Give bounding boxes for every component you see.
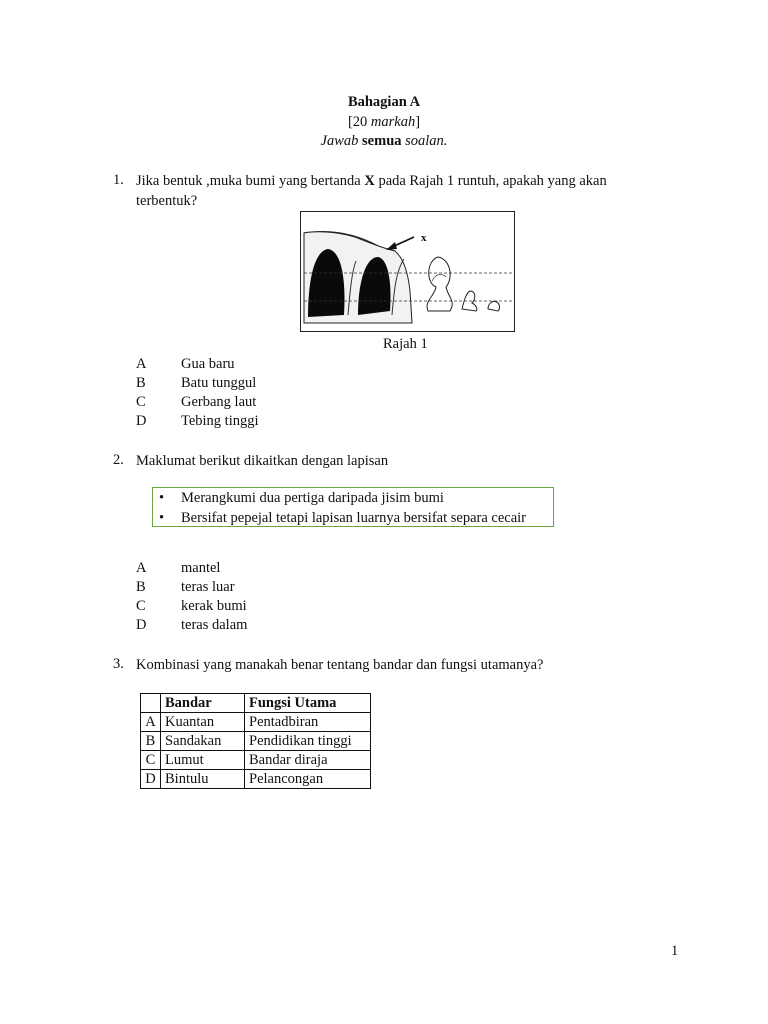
q2-option-text: teras luar — [181, 579, 235, 595]
marks-suffix: ] — [415, 114, 421, 130]
table-cell: Lumut — [161, 751, 245, 770]
section-title — [0, 94, 768, 111]
table-header-cell — [141, 694, 161, 713]
q2-option-letter: A — [136, 560, 147, 576]
q1-option-text: Gua baru — [181, 356, 235, 372]
instruction-part-3: soalan. — [405, 133, 448, 149]
table-cell: Pentadbiran — [245, 713, 371, 732]
table-cell: Kuantan — [161, 713, 245, 732]
q1-option-letter: C — [136, 394, 146, 410]
bullet-icon: • — [159, 510, 165, 526]
q1-option-text: Batu tunggul — [181, 375, 257, 391]
instruction-part-1: Jawab — [320, 133, 359, 149]
q1-number: 1. — [113, 172, 124, 188]
marks-word: markah — [370, 114, 416, 130]
q1-option-text: Gerbang laut — [181, 394, 257, 410]
table-header-row — [141, 694, 371, 713]
q1-option-text: Tebing tinggi — [181, 413, 259, 429]
table-cell: Sandakan — [161, 732, 245, 751]
figure-caption: Rajah 1 — [383, 336, 428, 352]
q2-option-text: mantel — [181, 560, 221, 576]
instruction-part-2: semua — [362, 133, 402, 149]
q1-option-letter: D — [136, 413, 147, 429]
bullet-icon: • — [159, 490, 165, 506]
q3-text: Kombinasi yang manakah benar tentang bandar dan fungsi utamanya? — [136, 657, 544, 673]
instruction-line — [0, 133, 768, 150]
q2-text: Maklumat berikut dikaitkan dengan lapisan — [136, 453, 389, 469]
table-cell: D — [141, 770, 161, 789]
marks-line — [0, 114, 768, 131]
rajah-1-figure — [300, 211, 515, 332]
q1-text-part-a: Jika bentuk ,muka bumi yang bertanda — [136, 173, 365, 189]
table-row — [141, 751, 371, 770]
table-cell: C — [141, 751, 161, 770]
table-cell: Bintulu — [161, 770, 245, 789]
q2-option-letter: B — [136, 579, 146, 595]
q2-option-letter: D — [136, 617, 147, 633]
table-cell: Pendidikan tinggi — [245, 732, 371, 751]
q1-option-letter: A — [136, 356, 147, 372]
table-cell: Pelancongan — [245, 770, 371, 789]
figure-x-marker: x — [421, 232, 427, 244]
sea-arch-illustration — [300, 211, 515, 332]
table-cell: B — [141, 732, 161, 751]
q1-text-part-c: terbentuk? — [136, 193, 198, 209]
table-row — [141, 713, 371, 732]
table-header-cell: Bandar — [161, 694, 245, 713]
q1-text — [136, 171, 656, 211]
q2-option-text: teras dalam — [181, 617, 248, 633]
table-cell: A — [141, 713, 161, 732]
q3-number: 3. — [113, 656, 124, 672]
info-bullet-text: Bersifat pepejal tetapi lapisan luarnya bersifat separa cecair — [181, 510, 527, 526]
page-number: 1 — [671, 943, 679, 959]
q3-table — [140, 693, 371, 789]
q1-text-bold: X — [364, 173, 375, 189]
q2-info-box — [152, 487, 554, 527]
table-row — [141, 732, 371, 751]
table-cell: Bandar diraja — [245, 751, 371, 770]
info-bullet-text: Merangkumi dua pertiga daripada jisim bumi — [181, 490, 444, 506]
q2-number: 2. — [113, 452, 124, 468]
marks-prefix: [20 — [347, 114, 371, 130]
q1-text-part-b: pada Rajah 1 runtuh, apakah yang akan — [374, 173, 607, 189]
q2-option-text: kerak bumi — [181, 598, 247, 614]
table-row — [141, 770, 371, 789]
q2-option-letter: C — [136, 598, 146, 614]
section-title-text: Bahagian A — [347, 94, 421, 110]
table-header-cell: Fungsi Utama — [245, 694, 371, 713]
q1-option-letter: B — [136, 375, 146, 391]
